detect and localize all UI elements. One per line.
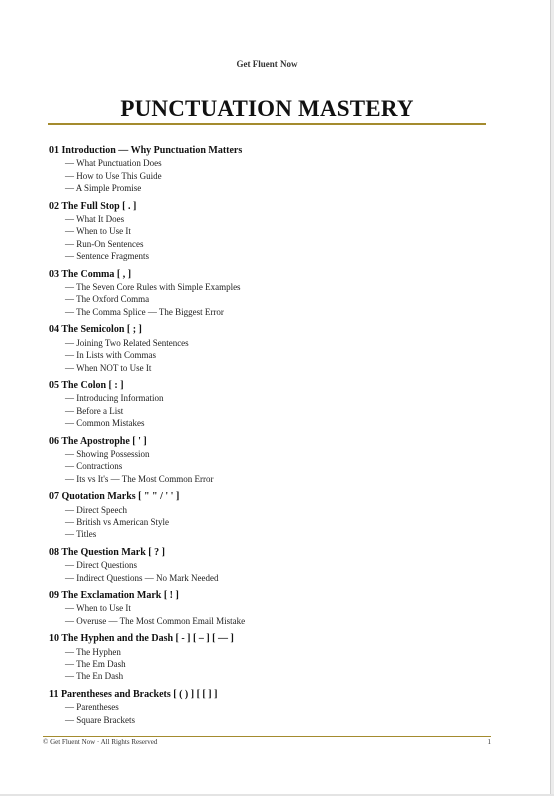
toc-section-title: 07 Quotation Marks [ " " / ' ' ] [49, 491, 180, 503]
toc-subitem: — Sentence Fragments [65, 251, 149, 262]
toc-subitem: — Before a List [65, 405, 124, 416]
toc-section [49, 436, 489, 486]
toc-subitem: — Contractions [65, 461, 123, 472]
toc-subitem: — The Em Dash [65, 659, 126, 670]
toc-subitem: — A Simple Promise [65, 183, 142, 194]
toc-section [49, 324, 489, 374]
toc-subitem: — Its vs It's — The Most Common Error [65, 473, 214, 484]
toc-subitem: — What It Does [65, 214, 125, 225]
toc-subitem: — The Hyphen [65, 646, 121, 657]
toc-section [49, 380, 489, 430]
toc-subitem: — When to Use It [65, 226, 131, 237]
toc-subitem: — Direct Speech [65, 504, 127, 515]
title-divider [48, 123, 486, 125]
toc-section-title: 04 The Semicolon [ ; ] [49, 324, 142, 336]
toc-subitem: — When to Use It [65, 603, 131, 614]
toc-section [49, 201, 489, 263]
toc-section [49, 145, 489, 195]
toc-subitem: — The Oxford Comma [65, 294, 150, 305]
toc-subitem: — Overuse — The Most Common Email Mistake [65, 615, 246, 626]
toc-subitem: — Common Mistakes [65, 418, 145, 429]
toc-section [49, 590, 489, 627]
toc-section-title: 08 The Question Mark [ ? ] [49, 546, 165, 558]
toc-subitem: — Direct Questions [65, 560, 137, 571]
toc-subitem: — Indirect Questions — No Mark Needed [65, 572, 219, 583]
page-number: 1 [487, 738, 491, 746]
toc-subitem: — Square Brackets [65, 714, 135, 725]
toc-subitem: — Showing Possession [65, 448, 150, 459]
toc-section-title: 10 The Hyphen and the Dash [ - ] [ – ] [ — ] [49, 633, 234, 645]
toc-subitem: — When NOT to Use It [65, 362, 152, 373]
page-title: PUNCTUATION MASTERY [120, 96, 414, 121]
toc-subitem: — British vs American Style [65, 516, 169, 527]
toc-section [49, 491, 489, 541]
toc-subitem: — Joining Two Related Sentences [65, 337, 189, 348]
toc-subitem: — Introducing Information [65, 393, 164, 404]
toc-subitem: — The En Dash [65, 671, 124, 682]
toc-subitem: — Run-On Sentences [65, 238, 144, 249]
table-of-contents [49, 145, 489, 732]
toc-section-title: 02 The Full Stop [ . ] [49, 200, 137, 212]
toc-section [49, 269, 489, 319]
toc-subitem: — In Lists with Commas [65, 350, 157, 361]
toc-subitem: — What Punctuation Does [65, 158, 162, 169]
toc-section-title: 03 The Comma [ , ] [49, 268, 132, 280]
toc-section [49, 689, 489, 726]
toc-subitem: — The Seven Core Rules with Simple Examples [65, 282, 241, 293]
toc-subitem: — How to Use This Guide [65, 170, 162, 181]
toc-section-title: 06 The Apostrophe [ ' ] [49, 435, 147, 447]
toc-section [49, 633, 489, 683]
footer-copyright: © Get Fluent Now · All Rights Reserved [43, 738, 158, 746]
toc-section-title: 05 The Colon [ : ] [49, 379, 124, 391]
toc-section-title: 11 Parentheses and Brackets [ ( ) ] [ [ ] ] [49, 688, 218, 700]
footer-divider [43, 736, 491, 737]
toc-subitem: — Titles [65, 529, 97, 540]
toc-section-title: 01 Introduction — Why Punctuation Matters [49, 145, 243, 156]
page-header: Get Fluent Now [236, 59, 298, 69]
toc-section [49, 547, 489, 584]
toc-section-title: 09 The Exclamation Mark [ ! ] [49, 590, 179, 601]
toc-subitem: — The Comma Splice — The Biggest Error [65, 306, 224, 317]
toc-subitem: — Parentheses [65, 702, 119, 713]
